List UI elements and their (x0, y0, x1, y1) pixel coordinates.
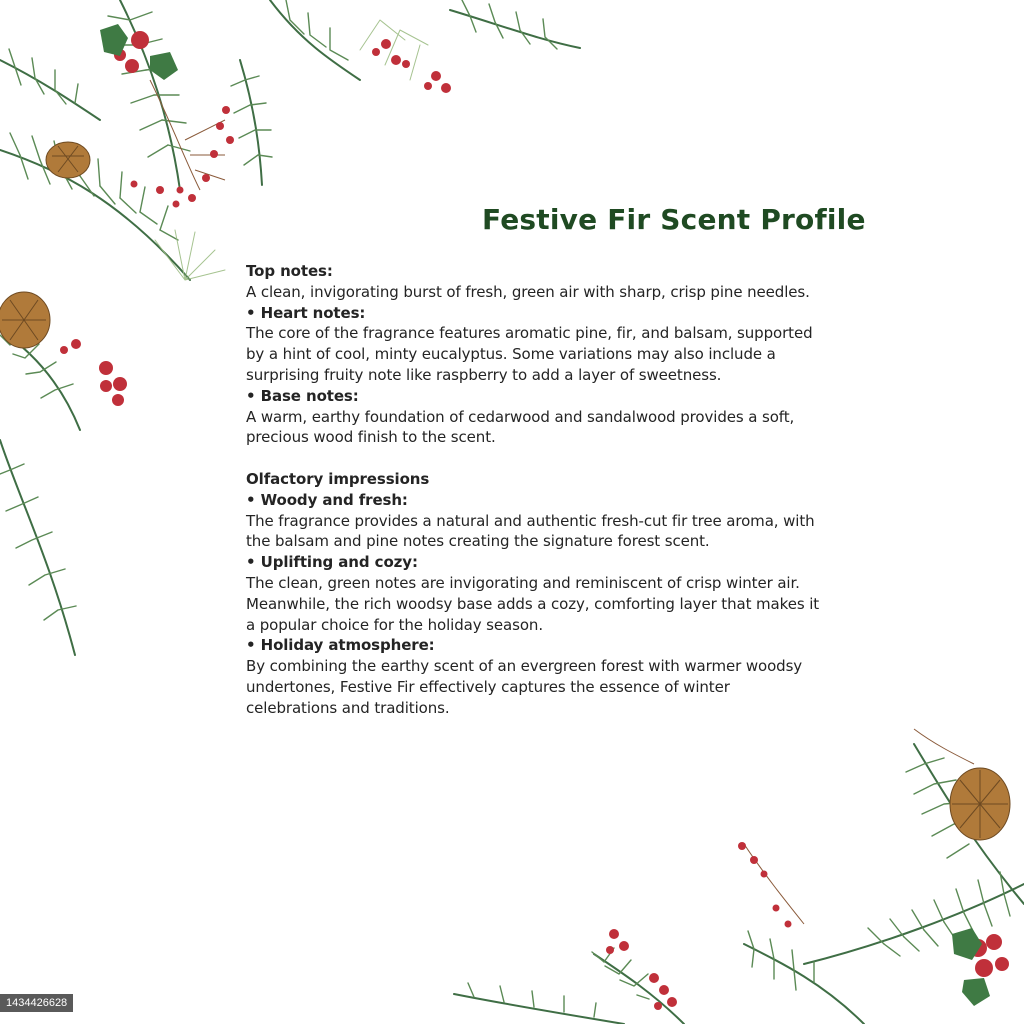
pine-branch-bottom-right-icon (444, 724, 1024, 1024)
base-notes-text-line-1: A warm, earthy foundation of cedarwood and sandalwood provides a soft, (246, 407, 795, 426)
top-notes-text: A clean, invigorating burst of fresh, green air with sharp, crisp pine needles. (246, 282, 810, 301)
holiday-atmosphere-text-line-2: undertones, Festive Fir effectively captures the essence of winter (246, 677, 730, 696)
section-spacer (246, 448, 836, 469)
base-notes-text-line-2: precious wood finish to the scent. (246, 428, 496, 447)
top-notes-heading: Top notes: (246, 262, 333, 280)
uplifting-cozy-text-line-2: Meanwhile, the rich woodsy base adds a cozy, comforting layer that makes it (246, 594, 820, 613)
uplifting-cozy-text-line-1: The clean, green notes are invigorating and reminiscent of crisp winter air. (246, 573, 800, 592)
stock-image-id-badge: 1434426628 (0, 994, 73, 1012)
heart-notes-text-line-2: by a hint of cool, minty eucalyptus. Some variations may also include a (246, 345, 776, 364)
page-title: Festive Fir Scent Profile (482, 203, 866, 236)
olfactory-impressions-heading: Olfactory impressions (246, 469, 430, 488)
scent-profile-body (246, 261, 836, 719)
woody-fresh-text-line-2: the balsam and pine notes creating the signature forest scent. (246, 532, 710, 551)
uplifting-cozy-text-line-3: a popular choice for the holiday season. (246, 615, 543, 634)
heart-notes-text-line-3: surprising fruity note like raspberry to add a layer of sweetness. (246, 365, 722, 384)
holiday-atmosphere-text-line-3: celebrations and traditions. (246, 698, 450, 717)
woody-fresh-heading: • Woody and fresh: (246, 490, 408, 509)
base-notes-heading: • Base notes: (246, 386, 359, 405)
heart-notes-heading: • Heart notes: (246, 303, 366, 322)
uplifting-cozy-heading: • Uplifting and cozy: (246, 553, 418, 572)
holiday-atmosphere-heading: • Holiday atmosphere: (246, 636, 435, 655)
holiday-atmosphere-text-line-1: By combining the earthy scent of an evergreen forest with warmer woodsy (246, 657, 803, 676)
woody-fresh-text-line-1: The fragrance provides a natural and authentic fresh-cut fir tree aroma, with (246, 511, 815, 530)
heart-notes-text-line-1: The core of the fragrance features aromatic pine, fir, and balsam, supported (246, 324, 813, 343)
